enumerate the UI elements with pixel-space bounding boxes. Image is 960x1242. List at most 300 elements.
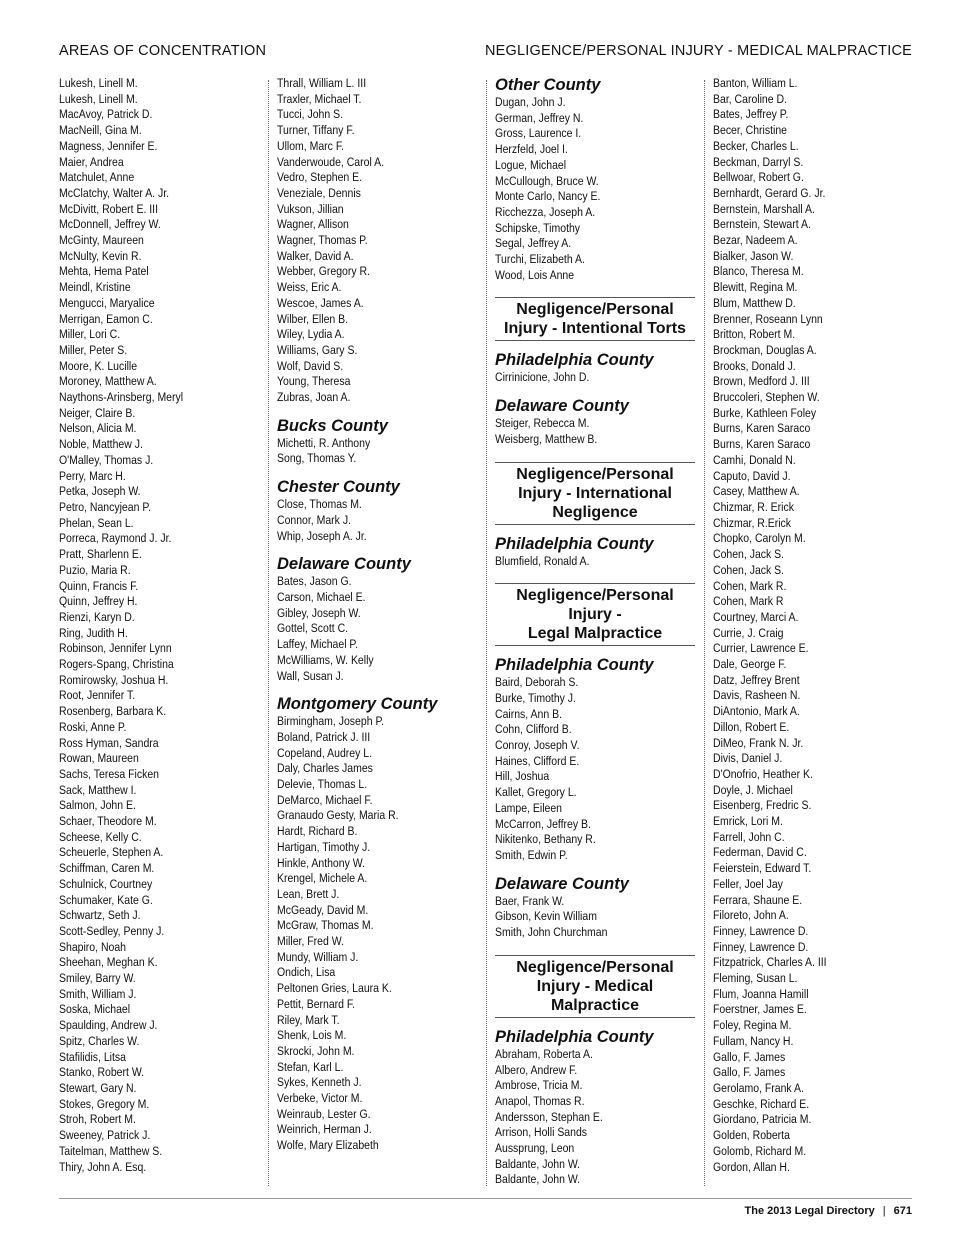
category-line: Injury - Medical — [536, 977, 654, 995]
header-practice-area: NEGLIGENCE/PERSONAL INJURY - MEDICAL MALPRACTICE — [485, 43, 912, 59]
attorney-name: Krengel, Michele A. — [277, 871, 368, 886]
attorney-name: Stanko, Robert W. — [59, 1065, 145, 1080]
attorney-name: Scheuerle, Stephen A. — [59, 845, 164, 860]
county-heading: Other County — [495, 76, 601, 94]
attorney-name: Miller, Peter S. — [59, 342, 128, 357]
attorney-name: Mehta, Hema Patel — [59, 264, 149, 279]
name-list — [495, 675, 695, 863]
attorney-name: Datz, Jeffrey Brent — [713, 672, 800, 687]
attorney-name: Petro, Nancyjean P. — [59, 499, 151, 514]
attorney-name: Traxler, Michael T. — [277, 91, 362, 106]
attorney-name: Petka, Joseph W. — [59, 484, 141, 499]
attorney-name: Brown, Medford J. III — [713, 374, 810, 389]
category-line: Injury - — [568, 606, 622, 624]
attorney-name: Schaer, Theodore M. — [59, 814, 157, 829]
attorney-name: Rienzi, Karyn D. — [59, 609, 135, 624]
attorney-name: Arrison, Holli Sands — [495, 1125, 588, 1140]
attorney-name: Blum, Matthew D. — [713, 295, 796, 310]
attorney-name: Cohen, Jack S. — [713, 547, 785, 562]
attorney-name: Hill, Joshua — [495, 769, 550, 784]
attorney-name: Copeland, Audrey L. — [277, 745, 372, 760]
attorney-name: McClatchy, Walter A. Jr. — [59, 185, 170, 200]
attorney-name: Ross Hyman, Sandra — [59, 735, 159, 750]
name-list — [277, 714, 477, 1154]
attorney-name: Turchi, Elizabeth A. — [495, 252, 585, 267]
attorney-name: Spitz, Charles W. — [59, 1033, 140, 1048]
attorney-name: Wolfe, Mary Elizabeth — [277, 1138, 379, 1153]
attorney-name: Wolf, David S. — [277, 358, 344, 373]
attorney-name: Perry, Marc H. — [59, 468, 126, 483]
attorney-name: Burke, Kathleen Foley — [713, 405, 817, 420]
attorney-name: Weinrich, Herman J. — [277, 1122, 372, 1137]
attorney-name: Laffey, Michael P. — [277, 637, 358, 652]
delaware-county-section — [277, 554, 477, 684]
attorney-name: Weisberg, Matthew B. — [495, 431, 598, 446]
attorney-name: Currier, Lawrence E. — [713, 641, 809, 656]
attorney-name: Dillon, Robert E. — [713, 719, 790, 734]
attorney-name: Mundy, William J. — [277, 949, 359, 964]
attorney-name: Herzfeld, Joel I. — [495, 142, 568, 157]
category-heading-medical-malpractice — [495, 955, 695, 1018]
name-list — [277, 76, 477, 406]
attorney-name: Peltonen Gries, Laura K. — [277, 981, 392, 996]
attorney-name: Foerstner, James E. — [713, 1002, 807, 1017]
attorney-name: Ullom, Marc F. — [277, 138, 344, 153]
attorney-name: Brockman, Douglas A. — [713, 342, 817, 357]
attorney-name: Burke, Timothy J. — [495, 690, 576, 705]
name-list — [59, 76, 259, 1175]
attorney-name: Young, Theresa — [277, 374, 351, 389]
attorney-name: Haines, Clifford E. — [495, 753, 580, 768]
attorney-name: Divis, Daniel J. — [713, 751, 783, 766]
attorney-name: Merrigan, Eamon C. — [59, 311, 153, 326]
attorney-name: Turner, Tiffany F. — [277, 123, 355, 138]
category-line: Malpractice — [550, 996, 640, 1014]
attorney-name: Thiry, John A. Esq. — [59, 1159, 147, 1174]
attorney-name: Anapol, Thomas R. — [495, 1093, 585, 1108]
attorney-name: Porreca, Raymond J. Jr. — [59, 531, 172, 546]
attorney-name: Stewart, Gary N. — [59, 1081, 137, 1095]
attorney-name: Puzio, Maria R. — [59, 562, 131, 577]
category-line: Negligence/Personal — [516, 301, 674, 319]
attorney-name: Sachs, Teresa Ficken — [59, 766, 160, 781]
attorney-name: Wall, Susan J. — [277, 668, 344, 683]
attorney-name: Bruccoleri, Stephen W. — [713, 390, 820, 405]
attorney-name: Maier, Andrea — [59, 154, 124, 169]
legal-philadelphia-section — [495, 655, 695, 863]
name-list — [713, 76, 913, 1175]
attorney-name: Meindl, Kristine — [59, 280, 131, 295]
chester-county-section — [277, 477, 477, 544]
attorney-name: Soska, Michael — [59, 1002, 131, 1017]
attorney-name: Segal, Jeffrey A. — [495, 236, 572, 251]
header-section-label: AREAS OF CONCENTRATION — [59, 43, 267, 59]
attorney-name: McGinty, Maureen — [59, 233, 144, 248]
attorney-name: McDonnell, Jeffrey W. — [59, 217, 161, 232]
attorney-name: Brooks, Donald J. — [713, 358, 796, 373]
name-list — [495, 554, 695, 570]
attorney-name: Abraham, Roberta A. — [495, 1046, 593, 1061]
attorney-name: Golomb, Richard M. — [713, 1143, 807, 1158]
attorney-name: Baldante, John W. — [495, 1156, 581, 1171]
attorney-name: DeMarco, Michael F. — [277, 792, 373, 807]
bucks-county-section — [277, 416, 477, 467]
attorney-name: Geschke, Richard E. — [713, 1096, 810, 1111]
attorney-name: Stefan, Karl L. — [277, 1059, 344, 1074]
attorney-name: Fleming, Susan L. — [713, 971, 798, 986]
attorney-name: Sack, Matthew I. — [59, 782, 137, 797]
attorney-name: Moroney, Matthew A. — [59, 374, 157, 389]
county-heading: Philadelphia County — [495, 1027, 654, 1046]
category-line: Negligence/Personal — [516, 587, 674, 605]
attorney-name: Giordano, Patricia M. — [713, 1112, 812, 1127]
attorney-name: Courtney, Marci A. — [713, 609, 799, 624]
page-number: 671 — [893, 1205, 912, 1217]
attorney-name: D'Onofrio, Heather K. — [713, 766, 813, 781]
attorney-name: Magness, Jennifer E. — [59, 138, 158, 153]
name-list — [495, 894, 695, 941]
attorney-name: Schwartz, Seth J. — [59, 908, 141, 923]
attorney-name: Williams, Gary S. — [277, 342, 358, 357]
attorney-name: Cohen, Mark R — [713, 594, 784, 609]
attorney-name: Schipske, Timothy — [495, 220, 581, 235]
attorney-name: Doyle, J. Michael — [713, 782, 793, 797]
attorney-name: Robinson, Jennifer Lynn — [59, 641, 172, 656]
attorney-name: Monte Carlo, Nancy E. — [495, 189, 601, 204]
attorney-name: Caputo, David J. — [713, 468, 791, 483]
attorney-name: German, Jeffrey N. — [495, 110, 584, 125]
attorney-name: Baldante, John W. — [495, 1172, 581, 1187]
attorney-name: Stroh, Robert M. — [59, 1112, 136, 1127]
county-heading: Philadelphia County — [495, 534, 654, 553]
attorney-name: Roski, Anne P. — [59, 719, 127, 734]
attorney-name: McCarron, Jeffrey B. — [495, 816, 591, 831]
name-list — [277, 497, 477, 544]
attorney-name: Baird, Deborah S. — [495, 675, 579, 690]
attorney-name: Cairns, Ann B. — [495, 706, 562, 721]
attorney-name: Delevie, Thomas L. — [277, 777, 368, 792]
attorney-name: Scheese, Kelly C. — [59, 829, 142, 844]
attorney-name: Pettit, Bernard F. — [277, 996, 356, 1011]
attorney-name: Walker, David A. — [277, 248, 354, 263]
attorney-name: Kallet, Gregory L. — [495, 785, 577, 800]
attorney-name: Quinn, Jeffrey H. — [59, 594, 138, 609]
attorney-name: Hinkle, Anthony W. — [277, 855, 365, 870]
attorney-name: Wagner, Thomas P. — [277, 233, 368, 248]
attorney-name: Vukson, Jillian — [277, 201, 344, 216]
attorney-name: Aussprung, Leon — [495, 1141, 575, 1156]
attorney-name: Schumaker, Kate G. — [59, 892, 153, 907]
attorney-name: Fullam, Nancy H. — [713, 1033, 794, 1048]
attorney-name: Bates, Jeffrey P. — [713, 107, 789, 122]
legal-delaware-section — [495, 874, 695, 941]
attorney-name: Thrall, William L. III — [277, 76, 367, 90]
attorney-name: Smith, Edwin P. — [495, 847, 568, 862]
attorney-name: Rowan, Maureen — [59, 751, 139, 766]
attorney-name: Mengucci, Maryalice — [59, 295, 155, 310]
attorney-name: Banton, William L. — [713, 76, 798, 90]
attorney-name: Flum, Joanna Hamill — [713, 986, 809, 1001]
column-2 — [277, 76, 477, 1154]
attorney-name: Song, Thomas Y. — [277, 451, 357, 466]
attorney-name: Bates, Jason G. — [277, 574, 352, 589]
attorney-name: Naythons-Arinsberg, Meryl — [59, 390, 184, 405]
attorney-name: Ferrara, Shaune E. — [713, 892, 803, 907]
attorney-name: McGeady, David M. — [277, 902, 369, 917]
montgomery-county-section — [277, 694, 477, 1154]
attorney-name: Baer, Frank W. — [495, 893, 565, 908]
name-list — [277, 436, 477, 467]
attorney-name: Lean, Brett J. — [277, 886, 340, 901]
county-heading: Delaware County — [495, 397, 629, 416]
attorney-name: Gibson, Kevin William — [495, 909, 597, 924]
attorney-name: McGraw, Thomas M. — [277, 918, 374, 933]
attorney-name: Chizmar, R. Erick — [713, 499, 794, 514]
attorney-name: Bezar, Nadeem A. — [713, 233, 798, 248]
attorney-name: Hartigan, Timothy J. — [277, 839, 371, 854]
attorney-name: Davis, Rasheen N. — [713, 688, 801, 703]
attorney-name: McWilliams, W. Kelly — [277, 652, 374, 667]
attorney-name: Rogers-Spang, Christina — [59, 657, 174, 672]
attorney-name: Scott-Sedley, Penny J. — [59, 923, 165, 938]
medical-philadelphia-section — [495, 1027, 695, 1188]
category-line: Injury - International — [518, 484, 672, 502]
attorney-name: Vedro, Stephen E. — [277, 170, 363, 185]
attorney-name: McCullough, Bruce W. — [495, 173, 599, 188]
attorney-name: Gibley, Joseph W. — [277, 605, 361, 620]
attorney-name: Cohen, Mark R. — [713, 578, 787, 593]
attorney-name: Beckman, Darryl S. — [713, 154, 804, 169]
attorney-name: Feller, Joel Jay — [713, 876, 783, 891]
column-divider — [268, 80, 269, 1186]
attorney-name: Quinn, Francis F. — [59, 578, 139, 593]
attorney-name: Golden, Roberta — [713, 1128, 790, 1143]
attorney-name: Ricchezza, Joseph A. — [495, 204, 596, 219]
attorney-name: Zubras, Joan A. — [277, 390, 351, 405]
attorney-name: Lukesh, Linell M. — [59, 76, 138, 90]
attorney-name: Bernhardt, Gerard G. Jr. — [713, 185, 826, 200]
attorney-name: DiAntonio, Mark A. — [713, 704, 800, 719]
attorney-name: Gallo, F. James — [713, 1049, 786, 1064]
attorney-name: Blewitt, Regina M. — [713, 280, 798, 295]
category-heading-international-negligence — [495, 462, 695, 525]
intentional-philadelphia-section — [495, 350, 695, 386]
attorney-name: Ondich, Lisa — [277, 965, 336, 980]
attorney-name: O'Malley, Thomas J. — [59, 452, 154, 467]
attorney-name: Wagner, Allison — [277, 217, 349, 232]
attorney-name: Vanderwoude, Carol A. — [277, 154, 385, 169]
attorney-name: McNulty, Kevin R. — [59, 248, 142, 263]
attorney-name: Shenk, Lois M. — [277, 1028, 347, 1043]
attorney-name: Sykes, Kenneth J. — [277, 1075, 362, 1090]
attorney-name: Shapiro, Noah — [59, 939, 127, 954]
attorney-name: Cohen, Jack S. — [713, 562, 785, 577]
county-heading: Philadelphia County — [495, 656, 654, 675]
attorney-name: Miller, Lori C. — [59, 327, 121, 342]
attorney-name: Dugan, John J. — [495, 95, 566, 109]
attorney-name: Fitzpatrick, Charles A. III — [713, 955, 827, 970]
footer-publication-title: The 2013 Legal Directory — [744, 1205, 875, 1217]
attorney-name: Verbeke, Victor M. — [277, 1091, 363, 1106]
attorney-name: MacNeill, Gina M. — [59, 123, 142, 138]
attorney-name: Bialker, Jason W. — [713, 248, 794, 263]
category-heading-intentional-torts — [495, 297, 695, 341]
county-heading: Bucks County — [277, 416, 388, 435]
attorney-name: Steiger, Rebecca M. — [495, 416, 590, 431]
attorney-name: Finney, Lawrence D. — [713, 939, 809, 954]
attorney-name: Becer, Christine — [713, 123, 787, 138]
attorney-name: Gordon, Allan H. — [713, 1159, 790, 1174]
category-line: Negligence/Personal — [516, 958, 674, 976]
attorney-name: Schiffman, Caren M. — [59, 861, 155, 876]
attorney-name: Chopko, Carolyn M. — [713, 531, 806, 546]
attorney-name: Lukesh, Linell M. — [59, 91, 138, 106]
attorney-name: Emrick, Lori M. — [713, 814, 783, 829]
category-heading-legal-malpractice — [495, 583, 695, 646]
attorney-name: Gross, Laurence I. — [495, 126, 582, 141]
name-list — [495, 416, 695, 447]
attorney-name: Daly, Charles James — [277, 761, 373, 776]
attorney-name: Hardt, Richard B. — [277, 824, 358, 839]
attorney-name: Whip, Joseph A. Jr. — [277, 528, 367, 543]
attorney-name: Camhi, Donald N. — [713, 452, 796, 467]
attorney-name: DiMeo, Frank N. Jr. — [713, 735, 804, 750]
attorney-name: Filoreto, John A. — [713, 908, 789, 923]
attorney-name: Skrocki, John M. — [277, 1043, 355, 1058]
attorney-name: Farrell, John C. — [713, 829, 785, 844]
attorney-name: Ring, Judith H. — [59, 625, 128, 640]
column-divider — [486, 80, 487, 1186]
attorney-name: Taitelman, Matthew S. — [59, 1143, 163, 1158]
name-list — [277, 574, 477, 684]
column-divider — [704, 80, 705, 1186]
attorney-name: Granaudo Gesty, Maria R. — [277, 808, 399, 823]
attorney-name: Phelan, Sean L. — [59, 515, 134, 530]
attorney-name: Noble, Matthew J. — [59, 437, 143, 452]
attorney-name: Root, Jennifer T. — [59, 688, 136, 703]
column-3 — [495, 76, 695, 1188]
attorney-name: Weinraub, Lester G. — [277, 1106, 371, 1121]
category-line: Injury - Intentional Torts — [504, 320, 686, 338]
attorney-name: Smith, William J. — [59, 986, 137, 1001]
footer-separator: | — [882, 1205, 886, 1217]
attorney-name: Weiss, Eric A. — [277, 280, 342, 295]
name-list — [495, 95, 695, 283]
attorney-name: Logue, Michael — [495, 157, 567, 172]
attorney-name: Matchulet, Anne — [59, 170, 135, 185]
attorney-name: Foley, Regina M. — [713, 1018, 792, 1033]
attorney-name: Currie, J. Craig — [713, 625, 784, 640]
attorney-name: Federman, David C. — [713, 845, 807, 860]
attorney-name: Boland, Patrick J. III — [277, 729, 371, 744]
attorney-name: Riley, Mark T. — [277, 1012, 340, 1027]
attorney-name: Romirowsky, Joshua H. — [59, 672, 169, 687]
attorney-name: Gallo, F. James — [713, 1065, 786, 1080]
attorney-name: Close, Thomas M. — [277, 497, 362, 512]
column-1 — [59, 76, 259, 1175]
attorney-name: Bar, Caroline D. — [713, 91, 787, 106]
county-heading: Montgomery County — [277, 695, 438, 714]
attorney-name: Bernstein, Marshall A. — [713, 201, 815, 216]
column-4 — [713, 76, 913, 1175]
international-philadelphia-section — [495, 534, 695, 570]
attorney-name: Carson, Michael E. — [277, 589, 366, 604]
attorney-name: Cohn, Clifford B. — [495, 722, 572, 737]
attorney-name: Stokes, Gregory M. — [59, 1096, 150, 1111]
attorney-name: Sweeney, Patrick J. — [59, 1128, 151, 1143]
attorney-name: Feierstein, Edward T. — [713, 861, 812, 876]
attorney-name: Finney, Lawrence D. — [713, 923, 809, 938]
attorney-name: Wescoe, James A. — [277, 295, 364, 310]
attorney-name: Nikitenko, Bethany R. — [495, 832, 596, 847]
attorney-name: Spaulding, Andrew J. — [59, 1018, 158, 1033]
attorney-name: MacAvoy, Patrick D. — [59, 107, 153, 122]
category-line: Negligence/Personal — [516, 465, 674, 483]
attorney-name: Brenner, Roseann Lynn — [713, 311, 823, 326]
attorney-name: Michetti, R. Anthony — [277, 435, 371, 450]
attorney-name: Burns, Karen Saraco — [713, 421, 811, 436]
county-heading: Philadelphia County — [495, 351, 654, 370]
attorney-name: Casey, Matthew A. — [713, 484, 800, 499]
attorney-name: Schulnick, Courtney — [59, 876, 153, 891]
attorney-name: Eisenberg, Fredric S. — [713, 798, 812, 813]
attorney-name: Connor, Mark J. — [277, 512, 351, 527]
footer-rule — [59, 1198, 912, 1199]
attorney-name: Ambrose, Tricia M. — [495, 1078, 583, 1093]
attorney-name: Veneziale, Dennis — [277, 185, 361, 200]
attorney-name: Neiger, Claire B. — [59, 405, 136, 420]
attorney-name: Gerolamo, Frank A. — [713, 1081, 804, 1095]
name-list — [495, 1047, 695, 1188]
attorney-name: Lampe, Eileen — [495, 800, 563, 815]
intentional-delaware-section — [495, 396, 695, 447]
category-line: Negligence — [552, 503, 638, 521]
attorney-name: Webber, Gregory R. — [277, 264, 371, 279]
attorney-name: Britton, Robert M. — [713, 327, 796, 342]
other-county-section — [495, 75, 695, 283]
footer — [745, 1205, 912, 1217]
attorney-name: Bernstein, Stewart A. — [713, 217, 811, 232]
attorney-name: Sheehan, Meghan K. — [59, 955, 158, 970]
attorney-name: Chizmar, R.Erick — [713, 515, 792, 530]
county-heading: Chester County — [277, 478, 400, 497]
attorney-name: Stafilidis, Litsa — [59, 1049, 126, 1064]
attorney-name: Moore, K. Lucille — [59, 358, 138, 373]
attorney-name: McDivitt, Robert E. III — [59, 201, 159, 216]
name-list — [495, 370, 695, 386]
attorney-name: Smiley, Barry W. — [59, 971, 136, 986]
attorney-name: Nelson, Alicia M. — [59, 421, 137, 436]
attorney-name: Andersson, Stephan E. — [495, 1109, 603, 1124]
attorney-name: Tucci, John S. — [277, 107, 344, 122]
county-heading: Delaware County — [495, 874, 629, 893]
county-heading: Delaware County — [277, 555, 411, 574]
attorney-name: Birmingham, Joseph P. — [277, 714, 385, 729]
attorney-name: Salmon, John E. — [59, 798, 136, 813]
attorney-name: Wilber, Ellen B. — [277, 311, 349, 326]
attorney-name: Pratt, Sharlenn E. — [59, 547, 142, 562]
attorney-name: Cirrinicione, John D. — [495, 370, 590, 385]
attorney-name: Gottel, Scott C. — [277, 621, 349, 636]
attorney-name: Miller, Fred W. — [277, 934, 344, 949]
attorney-name: Blumfield, Ronald A. — [495, 553, 590, 568]
category-line: Legal Malpractice — [527, 625, 663, 643]
attorney-name: Wood, Lois Anne — [495, 267, 575, 282]
attorney-name: Smith, John Churchman — [495, 925, 608, 940]
attorney-name: Dale, George F. — [713, 657, 787, 672]
attorney-name: Albero, Andrew F. — [495, 1062, 578, 1077]
attorney-name: Burns, Karen Saraco — [713, 437, 811, 452]
